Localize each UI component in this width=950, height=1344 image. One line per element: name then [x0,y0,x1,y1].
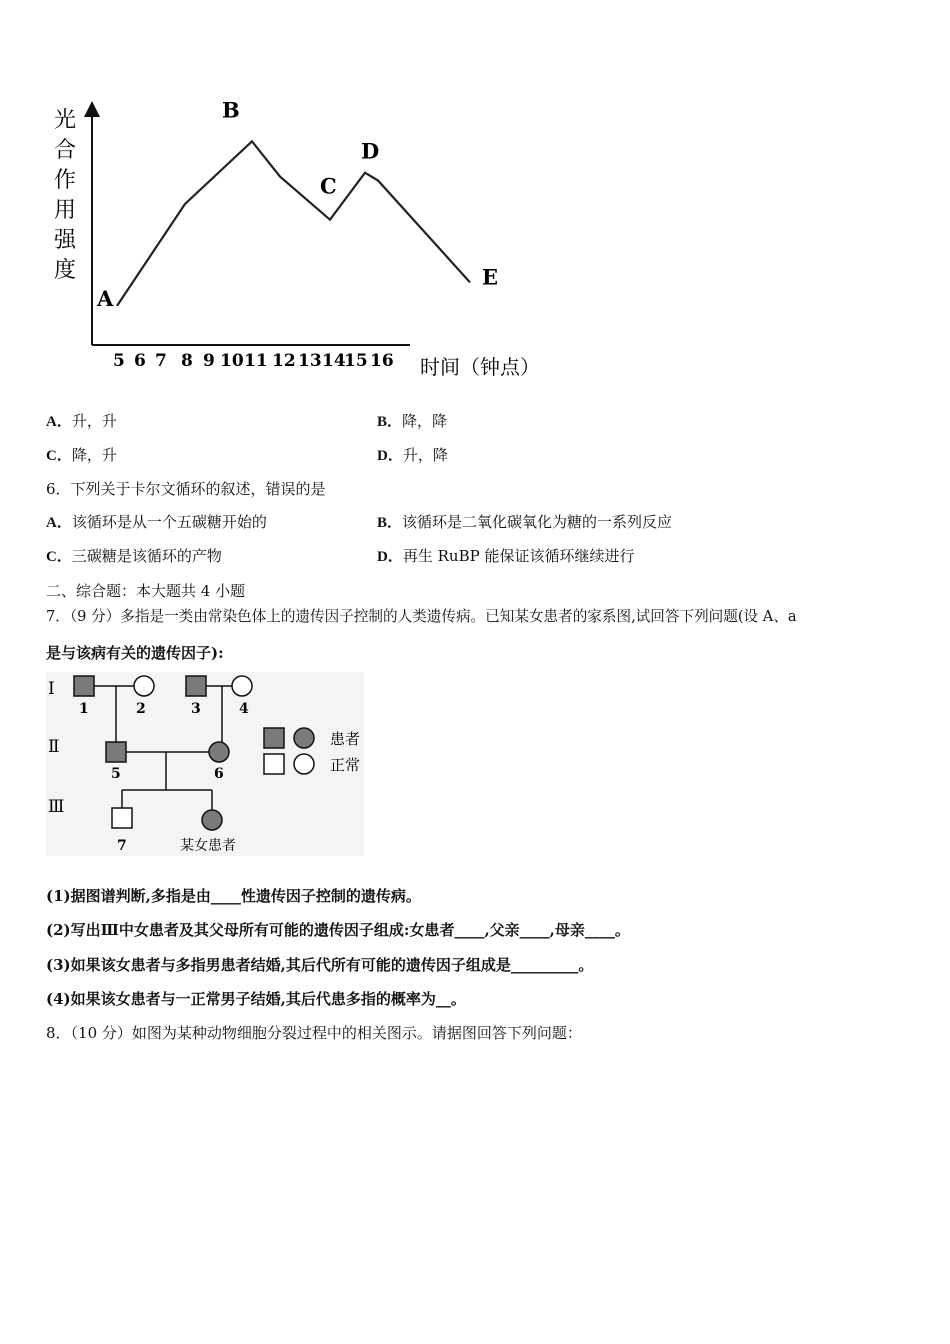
q6-option-c[interactable] [46,545,222,566]
label-7: 7 [117,838,127,854]
y-axis-label [54,108,77,283]
label-6: 6 [214,766,224,782]
photosynthesis-chart [40,95,580,390]
y-label-char: 合 [54,138,77,163]
q7-stem-line2: 是与该病有关的遗传因子): [46,644,224,662]
legend-affected-label: 患者 [330,730,361,748]
x-tick-label: 7 [155,351,167,371]
legend-affected-male-icon [264,728,284,748]
q5-option-d-text: 升，降 [402,446,448,464]
x-tick-labels [113,351,394,371]
label-4: 4 [239,701,249,717]
gen-label-1: Ⅰ [48,679,55,699]
q6-option-a-text: 该循环是从一个五碳糖开始的 [71,513,267,531]
label-5: 5 [111,766,121,782]
q7-sub3: (3)如果该女患者与多指男患者结婚,其后代所有可能的遗传因子组成是_________。 [46,956,594,974]
q5-option-c[interactable] [46,444,117,465]
q5-option-c-letter: C． [46,448,72,464]
individual-4-normal-female [232,676,252,696]
q5-option-b-text: 降，降 [402,412,448,430]
y-label-char: 作 [54,168,77,193]
q6-option-d[interactable] [377,545,634,566]
legend-affected-female-icon [294,728,314,748]
individual-5-affected-male [106,742,126,762]
q7-sub2: (2)写出Ⅲ中女患者及其父母所有可能的遗传因子组成:女患者____,父亲____,母亲____。 [46,921,630,939]
individual-2-normal-female [134,676,154,696]
section-heading: 二、综合题：本大题共 4 小题 [46,582,246,600]
point-labels [96,97,498,310]
q5-option-a-letter: A． [46,414,72,430]
individual-7-normal-male [112,808,132,828]
q8-stem: 8．（10 分）如图为某种动物细胞分裂过程中的相关图示。请据图回答下列问题： [46,1024,582,1042]
x-tick-label: 11 [244,351,268,371]
q6-option-a-letter: A． [46,515,72,531]
x-tick-label: 15 [344,351,368,371]
q5-option-a[interactable] [46,410,117,431]
q7-sub1: (1)据图谱判断,多指是由____性遗传因子控制的遗传病。 [46,887,421,905]
x-tick-label: 8 [181,351,193,371]
point-label-c: C [320,173,337,199]
gen-label-2: Ⅱ [48,737,60,757]
point-label-b: B [222,97,240,123]
gen-label-3: Ⅲ [48,797,65,817]
y-label-char: 光 [54,108,77,133]
individual-3-affected-male [186,676,206,696]
point-label-a: A [97,285,114,311]
x-tick-label: 9 [203,351,215,371]
pedigree-chart [40,668,370,860]
individual-1-affected-male [74,676,94,696]
series-line [117,138,470,305]
q5-option-d-letter: D． [377,448,403,464]
label-3: 3 [191,701,201,717]
q7-sub4: (4)如果该女患者与一正常男子结婚,其后代患多指的概率为__。 [46,990,466,1008]
q6-option-c-text: 三碳糖是该循环的产物 [71,547,222,565]
q5-option-b[interactable] [377,410,447,431]
x-tick-label: 13 [298,351,322,371]
x-tick-label: 16 [370,351,394,371]
legend-normal-label: 正常 [330,756,361,774]
x-tick-label: 5 [113,351,125,371]
label-2: 2 [136,701,146,717]
q6-option-a[interactable] [46,511,267,532]
q6-option-d-letter: D． [377,549,403,565]
q5-option-c-text: 降，升 [71,446,117,464]
x-tick-label: 10 [220,351,244,371]
q6-option-c-letter: C． [46,549,72,565]
x-tick-label: 14 [322,351,346,371]
label-1: 1 [79,701,89,717]
point-label-d: D [361,138,380,164]
q7-stem-line1: 7．（9 分）多指是一类由常染色体上的遗传因子控制的人类遗传病。已知某女患者的家系图,试回答下列问题(设 A、a [46,608,797,625]
q6-stem: 6．下列关于卡尔文循环的叙述，错误的是 [46,480,326,498]
legend-normal-male-icon [264,754,284,774]
point-label-e: E [482,264,499,290]
q6-option-b-letter: B． [377,515,403,531]
x-tick-label: 12 [272,351,296,371]
y-label-char: 度 [54,258,77,283]
legend-normal-female-icon [294,754,314,774]
individual-6-affected-female [209,742,229,762]
q5-option-d[interactable] [377,444,448,465]
proband-affected-female [202,810,222,830]
q6-option-b-text: 该循环是二氧化碳氧化为糖的一系列反应 [402,513,673,531]
y-label-char: 用 [54,198,77,223]
q6-option-b[interactable] [377,511,672,532]
x-tick-label: 6 [134,351,146,371]
proband-label: 某女患者 [180,838,236,854]
q5-option-a-text: 升，升 [71,412,117,430]
y-label-char: 强 [54,228,77,253]
x-axis-label: 时间（钟点） [420,355,540,379]
q5-option-b-letter: B． [377,414,403,430]
q6-option-d-text: 再生 RuBP 能保证该循环继续进行 [402,547,635,565]
